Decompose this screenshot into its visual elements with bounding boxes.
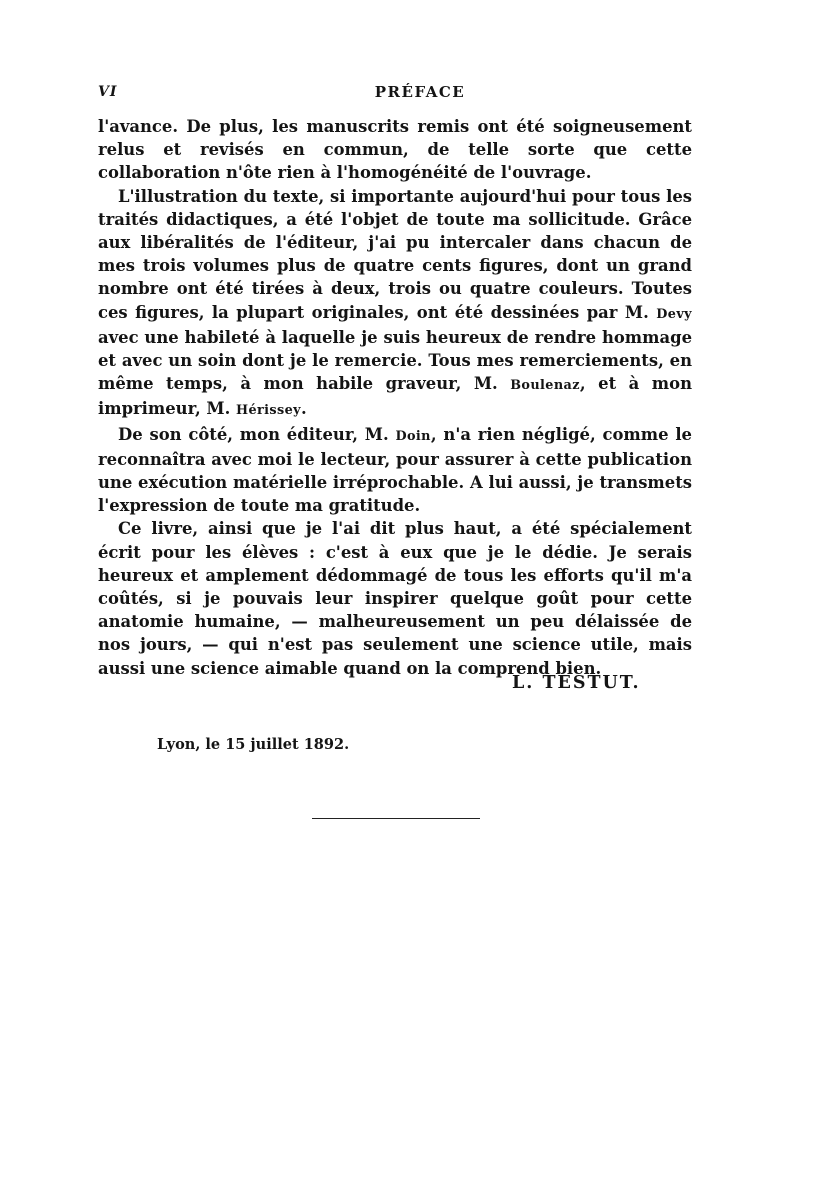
- name-doin: Doin: [395, 428, 431, 444]
- author-signature: L. TESTUT.: [512, 673, 641, 693]
- page-number: VI: [98, 84, 118, 100]
- paragraph-2-text-a: L'illustration du texte, si importante aujourd'hui pour tous les traités didactiques, a été l'objet de toute ma sollicitude. Grâce aux libéralités de l'éditeur, j'ai pu intercaler dans chacun de mes trois volumes plus de quatre cents figures, dont un grand nombre ont été tirées à deux, trois ou quatre couleurs. Toutes ces figures, la plupart originales, ont été dessinées par M.: [98, 186, 692, 322]
- paragraph-2: [98, 185, 692, 423]
- name-devy: Devy: [656, 306, 692, 322]
- paragraph-1: l'avance. De plus, les manuscrits remis ont été soigneusement relus et revisés en commun, de telle sorte que cette collaboration n'ôte rien à l'homogénéité de l'ouvrage.: [98, 117, 692, 183]
- paragraph-2-text-d: .: [301, 399, 307, 419]
- closing-rule: [312, 818, 480, 819]
- preface-body: [98, 115, 692, 680]
- dateline: Lyon, le 15 juillet 1892.: [157, 736, 350, 753]
- paragraph-4: Ce livre, ainsi que je l'ai dit plus haut, a été spécialement écrit pour les élèves : c'est à eux que je le dédie. Je serais heureux et amplement dédommagé de tous les efforts qu'il m'a coûtés, si je pouvais leur inspirer quelque goût pour cette anatomie humaine, — malheureusement un peu délaissée de nos jours, — qui n'est pas seulement une science utile, mais aussi une science aimable quand on la comprend bien.: [98, 519, 692, 678]
- paragraph-3: [98, 423, 692, 518]
- running-title: PRÉFACE: [374, 83, 466, 101]
- paragraph-2-text-c: , et à mon imprimeur, M.: [98, 374, 692, 419]
- paragraph-3-text-a: De son côté, mon éditeur, M.: [118, 424, 396, 444]
- paragraph-3-text-b: , n'a rien négligé, comme le reconnaîtra avec moi le lecteur, pour assurer à cette publication une exécution matérielle irréprochable. A lui aussi, je transmets l'expression de toute ma gratitude.: [98, 424, 692, 516]
- paragraph-2-text-b: avec une habileté à laquelle je suis heureux de rendre hommage et avec un soin dont je le remercie. Tous mes remerciements, en même temps, à mon habile graveur, M.: [98, 327, 692, 394]
- name-herissey: Hérissey: [236, 403, 302, 419]
- name-boulenaz: Boulenaz: [510, 378, 580, 394]
